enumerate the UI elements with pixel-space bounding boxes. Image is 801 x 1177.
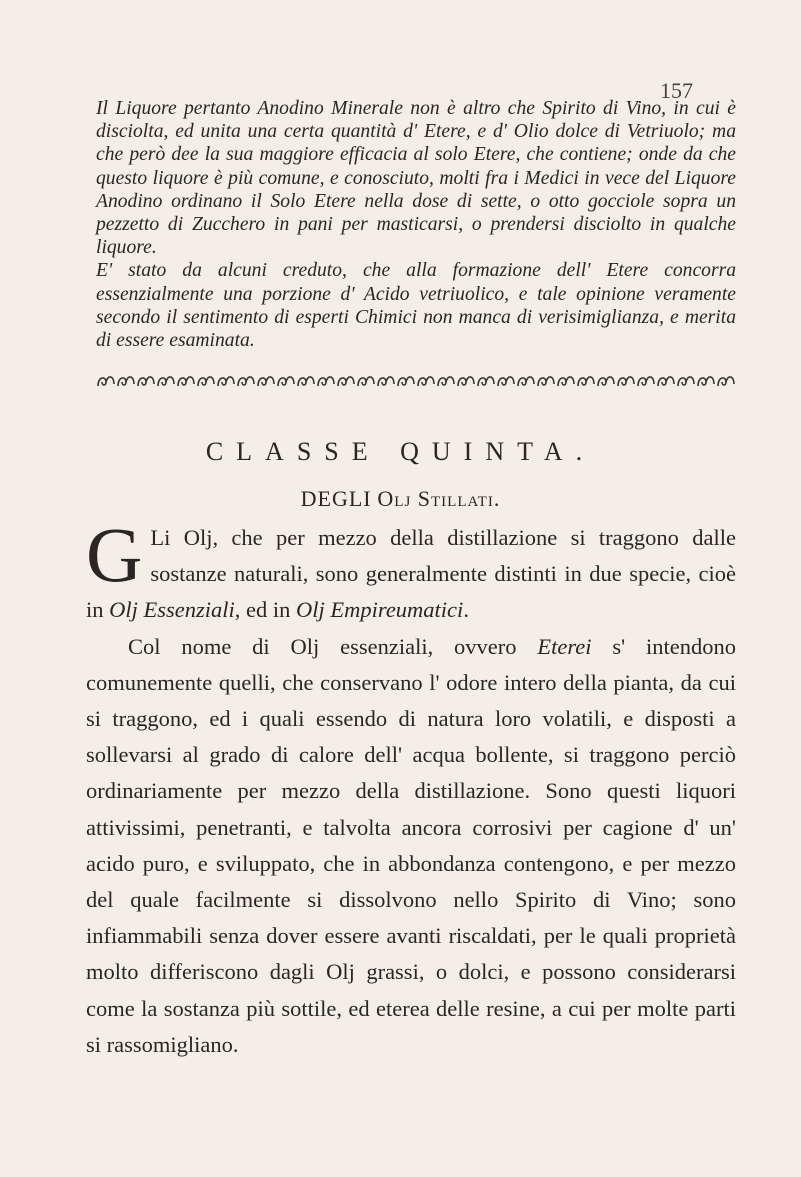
decorative-border-ornament — [96, 372, 736, 390]
body-paragraph-2: Col nome di Olj essenziali, ovvero Eterei s' intendono comunemente quelli, che conservano l' odore intero della pianta, da cui si traggono, ed i quali essendo di natura loro volatili, e disposti a sollevarsi al grado di calore dell' acqua bollente, si traggono perciò ordinariamente per mezzo della distillazione. Sono questi liquori attivissimi, penetranti, e talvolta ancora corrosivi per cagione d' un' acido puro, e sviluppato, che in abbondanza contengono, e per mezzo del quale facilmente si dissolvono nello Spirito di Vino; sono infiammabili senza dover essere avanti riscaldati, per le quali proprietà molto differiscono dagli Olj grassi, o dolci, e possono considerarsi come la sostanza più sottile, ed eterea delle resine, a cui per molte parti si rassomigliano. — [86, 633, 736, 1057]
page-number: 157 — [660, 78, 693, 103]
intro-italic-text — [96, 97, 736, 352]
body-text — [86, 511, 736, 1063]
section-subtitle — [0, 486, 801, 512]
subtitle-prefix: DEGLI — [300, 486, 372, 511]
drop-cap: G — [86, 511, 143, 598]
body-paragraph-1: G Li Olj, che per mezzo della distillazione si traggono dalle sostanze naturali, sono generalmente distinti in due specie, cioè in Olj Essenziali, ed in Olj Empireumatici. — [86, 511, 736, 623]
intro-paragraph-1: Il Liquore pertanto Anodino Minerale non è altro che Spirito di Vino, in cui è disciolta, ed unita una certa quantità d' Etere, e d' Olio dolce di Vetriuolo; ma che però dee la sua maggiore efficacia al solo Etere, che contiene; onde da che questo liquore è più comune, e conosciuto, molti fra i Medici in vece del Liquore Anodino ordinano il Solo Etere nella dose di sette, o otto gocciole sopra un pezzetto di Zucchero in pani per masticarsi, o prendersi disciolto in qualche liquore. — [96, 98, 736, 259]
intro-paragraph-2: E' stato da alcuni creduto, che alla formazione dell' Etere concorra essenzialmente una porzione d' Acido vetriuolico, e tale opinione veramente secondo il sentimento di esperti Chimici non manca di verisimiglianza, e merita di essere esaminata. — [96, 260, 736, 352]
subtitle-main: Olj Stillati. — [377, 486, 501, 511]
section-title: CLASSE QUINTA. — [205, 437, 596, 466]
